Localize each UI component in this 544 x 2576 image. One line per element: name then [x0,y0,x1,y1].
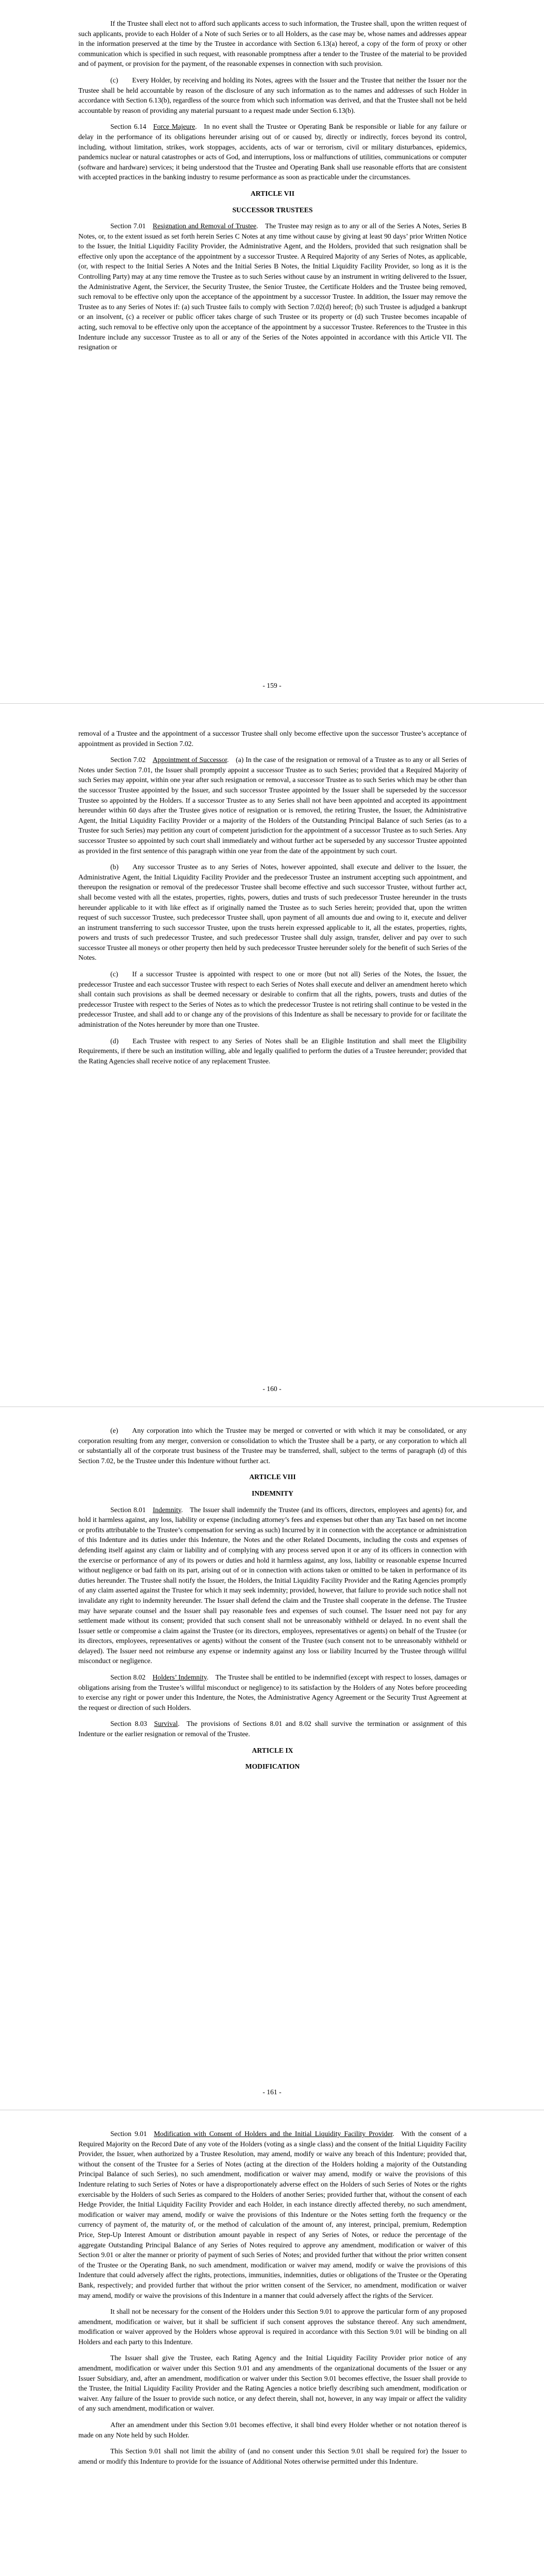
article-title: INDEMNITY [252,1489,293,1497]
paragraph-6-13-c: (c) Every Holder, by receiving and holding its Notes, agrees with the Issuer and the Trustee that neither the Issuer nor the Trustee shall be held accountable by reason of the disclosure of any such information as to the names and addresses of such Holder in accordance with Section 6.13(b), regardless of the source from which such information was derived, and that the Trustee shall not be held accountable by reason of providing any material pursuant to a request made under Section 6.13(b). [78,76,467,114]
paragraph-7-02-e: (e) Any corporation into which the Trustee may be merged or converted or with which it may be consolidated, or any corporation resulting from any merger, conversion or consolidation to which the Trustee shall be a party, or any corporation to which all or substantially all of the corporate trust business of the Trustee may be transferred, shall, subject to the terms of paragraph (d) of this Section 7.02, be the Trustee under this Indenture without further act. [78,1427,467,1465]
document-page-162 [0,2110,544,2576]
section-title: Holders’ Indemnity [152,1673,207,1682]
paragraph-7-01-cont: removal of a Trustee and the appointment of a successor Trustee shall only become effective upon the successor Trustee’s acceptance of appointment as provided in Section 7.02. [78,730,467,748]
section-7-01: Section 7.01 Resignation and Removal of Trustee. The Trustee may resign as to any or all of the Series A Notes, Series B Notes, or, to the extent issued as set forth herein Series C Notes at any time without cause by giving at least 90 days’ prior Written Notice to the Issuer, the Initial Liquidity Facility Provider, the Administrative Agent, and the Holders, provided that such resignation shall be effective only upon the acceptance of the appointment by a successor Trustee. A Required Majority of any Series of Notes, as applicable, (or, with respect to the Initial Series A Notes and the Initial Series B Notes, the Initial Liquidity Facility Provider, so long as it is the Controlling Party) may at any time remove the Trustee as to such Series without cause by an instrument in writing delivered to the Issuer, the Administrative Agent, the Servicer, the Security Trustee, the Senior Trustee, the Certificate Holders and the Trustee being removed, such removal to be effective only upon the acceptance of the appointment by a successor Trustee. In addition, the Issuer may remove the Trustee as to any Series of Notes if: (a) such Trustee fails to comply with Section 7.02(d) hereof; (b) such Trustee is adjudged a bankrupt or an insolvent, (c) a receiver or public officer takes charge of such Trustee or its property or (d) such Trustee becomes incapable of acting, such removal to be effective only upon the acceptance of the appointment by a successor Trustee. References to the Trustee in this Indenture include any successor Trustee as to all or any of the Series of the Notes appointed in accordance with this Article VII. The resignation or [78,222,467,351]
section-8-03: Section 8.03 Survival. The provisions of Sections 8.01 and 8.02 shall survive the termination or assignment of this Indenture or the earlier resignation or removal of the Trustee. [78,1720,467,1738]
paragraph-9-01-binding: After an amendment under this Section 9.01 becomes effective, it shall bind every Holder whether or not notation thereof is made on any Note held by such Holder. [78,2421,467,2439]
section-title: Force Majeure [153,123,195,131]
article-heading: ARTICLE VII [250,189,294,197]
section-title: Survival [154,1720,178,1728]
section-9-01: Section 9.01 Modification with Consent of Holders and the Initial Liquidity Facility Provider. With the consent of a Required Majority on the Record Date of any vote of the Holders (voting as a single class) and the consent of the Initial Liquidity Facility Provider, the Issuer, when authorized by a Trustee Resolution, may amend, modify or waive any breach of this Indenture; provided that, without the consent of the Trustee for a Series of Notes (acting at the direction of the Holders holding a majority of the Outstanding Principal Balance of such Series), no such amendment, modification or waiver may amend, modify or waive the provisions of this Indenture relating to such Series of Notes or have a disproportionately adverse effect on the Holders of such Series of Notes or the rights exercisable by the Holders of such Series as compared to the Holders of another Series; provided further that, without the consent of each Hedge Provider, the Initial Liquidity Facility Provider and each Holder, in each instance directly affected thereby, no such amendment, modification or waiver may amend, modify or waive the provisions of this Indenture or the Notes setting forth the frequency or the currency of payment of, the maturity of, or the method of calculation of the amount of, any interest, principal, premium, Redemption Price, Step-Up Interest Amount or distribution amount payable in respect of any Series of Notes, or reduce the percentage of the aggregate Outstanding Principal Balance of any Series of Notes required to approve any amendment, modification or waiver of this Section 9.01 or alter the manner or priority of payment of such Series of Notes; and provided further that without the prior written consent of the Trustee or the Operating Bank, no such amendment, modification or waiver may amend, modify or waive the provisions of this Indenture that could adversely affect the rights, protections, immunities, indemnities, duties or obligations of the Trustee or the Operating Bank, respectively; and provided further that without the prior written consent of the Servicer, no amendment, modification or waiver may amend, modify or waive the provisions of this Indenture in a manner that could adversely affect the rights of the Servicer. [78,2130,467,2299]
section-7-02: Section 7.02 Appointment of Successor. (a) In the case of the resignation or removal of a Trustee as to any or all Series of Notes under Section 7.01, the Issuer shall promptly appoint a successor Trustee as to such Series; provided that a Required Majority of such Series may appoint, within one year after such resignation or removal, a successor Trustee as to such Series which may be other than the successor Trustee appointed by the Issuer, and such successor Trustee appointed by the Issuer shall be superseded by the successor Trustee so appointed by the Holders. If a successor Trustee as to any Series shall not have been appointed and accepted its appointment hereunder within 60 days after the Trustee gives notice of resignation or is removed, the retiring Trustee, the Issuer, the Administrative Agent, the Initial Liquidity Facility Provider or a majority of the Holders of the Outstanding Principal Balance of such Series (as to a Trustee for such Series) may petition any court of competent jurisdiction for the appointment of a successor Trustee as to such Series. Any successor Trustee so appointed by such court shall immediately and without further act be superseded by any successor Trustee appointed as provided in the first sentence of this paragraph within one year from the date of the appointment by such court. [78,756,467,855]
paragraph-9-01-notice: The Issuer shall give the Trustee, each Rating Agency and the Initial Liquidity Facility Provider prior notice of any amendment, modification or waiver under this Section 9.01 and any amendments of the organizational documents of the Issuer or any Issuer Subsidiary, and, after an amendment, modification or waiver under this Section 9.01 becomes effective, the Issuer shall provide to the Trustee, the Initial Liquidity Facility Provider and the Rating Agencies a notice briefly describing such amendment, modification or waiver. Any failure of the Issuer to provide such notice, or any defect therein, shall not, however, in any way impair or affect the validity of any such amendment, modification or waiver. [78,2354,467,2413]
page-number: - 160 - [262,1385,282,1393]
paragraph-7-02-c: (c) If a successor Trustee is appointed with respect to one or more (but not all) Series of the Notes, the Issuer, the predecessor Trustee and each successor Trustee with respect to each Series of Notes shall execute and deliver an amendment hereto which shall contain such provisions as shall be deemed necessary or desirable to confirm that all the rights, powers, trusts and duties of the predecessor Trustee with respect to the Series of Notes as to which the predecessor Trustee is not retiring shall continue to be vested in the predecessor Trustee, and shall add to or change any of the provisions of this Indenture as shall be necessary to provide for or facilitate the administration of the Notes hereunder by more than one Trustee. [78,970,467,1029]
section-6-14: Section 6.14 Force Majeure. In no event shall the Trustee or Operating Bank be responsible or liable for any failure or delay in the performance of its obligations hereunder arising out of or caused by, directly or indirectly, forces beyond its control, including, without limitation, strikes, work stoppages, accidents, acts of war or terrorism, civil or military disturbances, epidemics, pandemics nuclear or natural catastrophes or acts of God, and interruptions, loss or malfunctions of utilities, communications or computer (software and hardware) services; it being understood that the Trustee and Operating Bank shall use reasonable efforts that are consistent with accepted practices in the banking industry to resume performance as soon as practicable under the circumstances. [78,123,467,181]
page-number: - 161 - [262,2088,282,2096]
section-8-01: Section 8.01 Indemnity. The Issuer shall indemnify the Trustee (and its officers, directors, employees and agents) for, and hold it harmless against, any loss, liability or expense (including attorney’s fees and expenses but other than any Tax based on net income or profits attributable to the Trustee’s compensation for serving as such) Incurred by it in connection with the acceptance or administration of this Indenture and its duties under this Indenture, the Notes and the other Related Documents, including the costs and expenses of defending itself against any claim or liability and of complying with any process served upon it or any of its officers in connection with the exercise or performance of any of its powers or duties and hold it harmless against, any loss, liability or reasonable expense Incurred without negligence or bad faith on its part, arising out of or in connection with actions taken or omitted to be taken in performance of its duties hereunder. The Trustee shall notify the Issuer, the Holders, the Initial Liquidity Facility Provider and the Rating Agencies promptly of any claim asserted against the Trustee for which it may seek indemnity; provided, however, that failure to provide such notice shall not invalidate any right to indemnity hereunder. The Issuer shall defend the claim and the Trustee shall cooperate in the defense. The Trustee may have separate counsel and the Issuer shall pay reasonable fees and expenses of such counsel. The Issuer need not pay for any settlement made without its consent; provided that such consent shall not be unreasonably withheld or delayed. In no event shall the Issuer settle or compromise a claim against the Trustee (or its directors, employees, representatives or agents) on behalf of the Trustee (or its directors, employees, representatives or agents) without the consent of the Trustee (such consent not to be unreasonably withheld or delayed). The Issuer need not reimburse any expense or indemnity against any loss or liability Incurred by the Trustee through willful misconduct or negligence. [78,1505,467,1665]
document-page-159 [0,0,544,703]
page-number: - 159 - [262,682,282,689]
article-heading: ARTICLE VIII [249,1473,296,1481]
section-title: Appointment of Successor [152,756,227,764]
section-8-02: Section 8.02 Holders’ Indemnity. The Trustee shall be entitled to be indemnified (except with respect to losses, damages or obligations arising from the Trustee’s willful misconduct or negligence) to its satisfaction by the Holders of any Notes before proceeding to exercise any right or power under this Indenture, the Notes, the Administrative Agency Agreement or the Security Trust Agreement at the request or direction of such Holders. [78,1673,467,1711]
section-title: Modification with Consent of Holders and the Initial Liquidity Facility Provider [154,2130,393,2138]
document-page-160 [0,703,544,1406]
paragraph-9-01-consent: It shall not be necessary for the consent of the Holders under this Section 9.01 to approve the particular form of any proposed amendment, modification or waiver, but it shall be sufficient if such consent approves the substance thereof. Any such amendment, modification or waiver approved by the Holders whose approval is required in accordance with this Section 9.01 will be binding on all Holders and each party to this Indenture. [78,2308,467,2346]
paragraph-9-01-additional-notes: This Section 9.01 shall not limit the ability of (and no consent under this Section 9.01 shall be required for) the Issuer to amend or modify this Indenture to provide for the issuance of Additional Notes otherwise permitted under this Indenture. [78,2447,467,2465]
paragraph-7-02-d: (d) Each Trustee with respect to any Series of Notes shall be an Eligible Institution and shall meet the Eligibility Requirements, if there be such an institution willing, able and legally qualified to perform the duties of a Trustee hereunder; provided that the Rating Agencies shall receive notice of any replacement Trustee. [78,1037,467,1065]
article-title: MODIFICATION [245,1762,300,1771]
article-title: SUCCESSOR TRUSTEES [232,206,313,214]
document-page-161 [0,1406,544,2110]
paragraph-6-13-b-cont: If the Trustee shall elect not to afford such applicants access to such information, the Trustee shall, upon the written request of such applicants, provide to each Holder of a Note of such Series or to all Holders, as the case may be, whose names and addresses appear in the information preserved at the time by the Trustee in accordance with Section 6.13(a) hereof, a copy of the form of proxy or other communication which is specified in such request, with reasonable promptness after a tender to the Trustee of the material to be provided and of payment, or provision for the payment, of the reasonable expenses in connection with such provision. [78,20,467,68]
section-title: Indemnity [153,1505,182,1514]
article-heading: ARTICLE IX [252,1746,293,1754]
paragraph-7-02-b: (b) Any successor Trustee as to any Series of Notes, however appointed, shall execute and deliver to the Issuer, the Administrative Agent, the Initial Liquidity Facility Provider and the predecessor Trustee an instrument accepting such appointment, and thereupon the resignation or removal of the predecessor Trustee shall become effective and such successor Trustee, without further act, shall become vested with all the estates, properties, rights, powers, duties and trusts of such predecessor Trustee hereunder in the trusts hereunder applicable to it with like effect as if originally named the Trustee as to such Series herein; provided that, upon the written request of such successor Trustee, such predecessor Trustee shall, upon payment of all amounts due and owing to it, execute and deliver an instrument transferring to such successor Trustee, upon the trusts herein expressed applicable to it, all the estates, properties, rights, powers and trusts of such predecessor Trustee, and such predecessor Trustee shall duly assign, transfer, deliver and pay over to such successor Trustee all moneys or other property then held by such predecessor Trustee hereunder solely for the benefit of such Series of the Notes. [78,863,467,962]
section-title: Resignation and Removal of Trustee [153,222,257,230]
